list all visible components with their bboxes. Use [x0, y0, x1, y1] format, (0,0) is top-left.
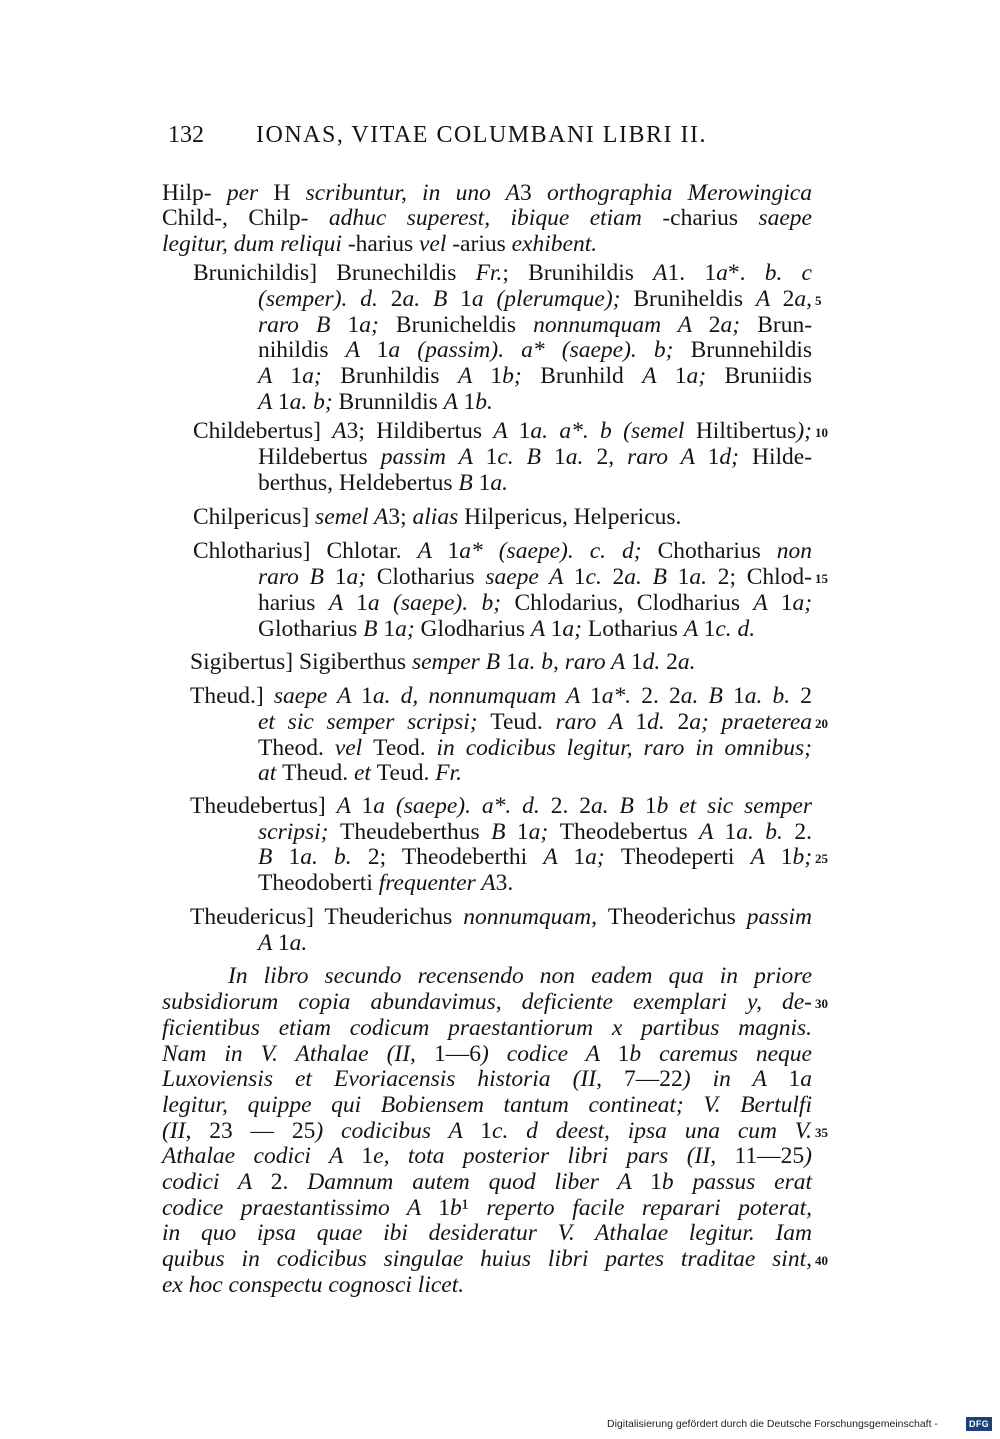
text-line [193, 504, 681, 531]
text-segment: 2. 2 [641, 683, 681, 709]
text-segment: 1 [650, 1169, 662, 1195]
text-segment: Teod. [373, 735, 437, 761]
text-segment: a. b. [744, 683, 801, 709]
text-segment: A [493, 418, 519, 444]
text-segment: ) [804, 1143, 812, 1169]
text-segment: Lotharius [587, 616, 684, 642]
text-segment: c. d. [715, 616, 756, 642]
text-segment: 1 [334, 564, 347, 590]
text-segment: b; [502, 363, 541, 389]
text-segment: Theodebertus [559, 819, 700, 845]
text-segment: In libro secundo recensendo non eadem qua in priore [228, 963, 812, 989]
text-segment: a; [528, 819, 560, 845]
text-line [258, 735, 812, 762]
text-segment: 3. [495, 870, 514, 896]
text-segment: Clotharius [376, 564, 486, 590]
line-number: 15 [815, 571, 828, 586]
text-line [190, 904, 812, 931]
text-segment: reperto facile reparari poterat, [486, 1195, 812, 1221]
text-segment: Chilpericus] [193, 504, 316, 530]
text-segment: vel [334, 735, 374, 761]
text-segment: et sic semper scripsi; [258, 709, 491, 735]
text-segment: 2; Theodeberthi [367, 844, 544, 870]
text-segment: 1 [361, 1143, 374, 1169]
text-segment: 1 [554, 444, 566, 470]
text-segment: codici A [162, 1169, 271, 1195]
text-segment: nonnumquam A [533, 312, 709, 338]
text-line [258, 286, 812, 313]
text-segment: 3; Hildibertus [346, 418, 494, 444]
text-segment: a (saepe). a*. d. [373, 793, 551, 819]
text-line [193, 418, 812, 445]
text-segment: 1 [644, 793, 657, 819]
text-segment: Brunichildis] Brunechildis [193, 260, 476, 286]
text-segment: Theudericus] Theuderichus [190, 904, 464, 930]
text-line [162, 1092, 812, 1119]
text-segment: a; [302, 363, 341, 389]
text-segment: 2; Chlod- [717, 564, 813, 590]
text-segment: d. [647, 709, 678, 735]
text-segment: -charius [662, 205, 759, 231]
text-line [258, 844, 812, 871]
text-segment: per [211, 180, 274, 206]
text-segment: 2 [800, 683, 813, 709]
text-segment: ex hoc conspectu cognosci licet. [162, 1272, 465, 1298]
text-segment: a. d, nonnumquam A [372, 683, 591, 709]
text-line [162, 1169, 812, 1196]
text-segment: 2. [270, 1169, 308, 1195]
text-segment: 1 [733, 683, 745, 709]
text-line [162, 1015, 812, 1042]
text-segment: 1 [516, 819, 529, 845]
text-segment: a. a*. b (semel [530, 418, 696, 444]
text-segment: 1 [383, 616, 396, 642]
text-line [162, 1220, 812, 1247]
text-segment: 1 [703, 616, 716, 642]
text-segment: A [332, 418, 347, 444]
text-segment: 1 [780, 590, 793, 616]
text-line [258, 564, 812, 591]
text-segment: harius [258, 590, 329, 616]
text-line [258, 389, 493, 416]
text-segment: raro B [258, 312, 348, 338]
text-segment: et [353, 760, 377, 786]
text-segment: Brunnildis [338, 389, 444, 415]
text-segment: B [258, 844, 289, 870]
text-segment: A [457, 363, 491, 389]
text-line [162, 180, 812, 207]
text-segment: a. [289, 930, 308, 956]
text-segment: a; [359, 312, 396, 338]
text-line [258, 312, 812, 339]
text-segment: passim A [380, 444, 486, 470]
text-segment: quibus in codicibus singulae huius libri partes traditae sint, [162, 1246, 812, 1272]
text-segment: codice praestantissimo A [162, 1195, 439, 1221]
text-segment: nonnumquam, [463, 904, 608, 930]
text-segment: a [716, 260, 728, 286]
text-segment: in codicibus legitur, raro in omnibus; [436, 735, 812, 761]
line-number: 10 [815, 425, 828, 440]
text-segment: b. [475, 389, 493, 415]
text-segment: (semper). d. [258, 286, 391, 312]
text-segment: b et sic semper [656, 793, 812, 819]
text-segment: a. B [402, 286, 461, 312]
text-segment: Teud. [490, 709, 556, 735]
text-segment: a. B [680, 683, 734, 709]
text-segment: 1 [447, 538, 460, 564]
text-segment: Chlodarius, Clodharius [514, 590, 754, 616]
text-segment: a*. [601, 683, 642, 709]
text-segment: 2. 2 [550, 793, 591, 819]
text-segment: 1. 1 [667, 260, 717, 286]
text-segment: ; Brunihildis [502, 260, 654, 286]
text-segment: 1 [460, 286, 472, 312]
text-segment: a. B [591, 793, 645, 819]
text-line [258, 363, 812, 390]
digitization-credit: Digitalisierung gefördert durch die Deutsche Forschungsgemeinschaft - [607, 1418, 938, 1430]
text-segment: legitur, dum reliqui [162, 231, 348, 257]
text-segment: 2 [666, 649, 678, 675]
text-segment: Teud. [376, 760, 436, 786]
text-segment: 1 [677, 564, 690, 590]
text-segment: 1 [290, 363, 303, 389]
text-segment: nihildis [258, 337, 346, 363]
text-segment: semel A [315, 504, 389, 530]
text-segment: a; praeterea [689, 709, 812, 735]
text-segment: a. [689, 564, 718, 590]
text-line [258, 870, 513, 897]
text-segment: Brun- [757, 312, 813, 338]
text-segment: A [417, 538, 448, 564]
text-segment: 1 [480, 1118, 493, 1144]
line-number: 35 [815, 1125, 828, 1140]
text-segment: 1 [550, 616, 563, 642]
text-line [258, 590, 812, 617]
text-segment: A [642, 363, 675, 389]
page-header [168, 122, 808, 152]
text-segment: 1 [356, 590, 368, 616]
text-segment: B [363, 616, 384, 642]
text-segment: a; [585, 844, 621, 870]
text-segment: 1 [590, 683, 602, 709]
text-segment: Hilp- [162, 180, 212, 206]
text-segment: Childebertus] [193, 418, 333, 444]
text-segment: 1 [490, 363, 503, 389]
text-segment: d. [642, 649, 667, 675]
line-number: 25 [815, 851, 828, 866]
text-segment: a; [686, 363, 725, 389]
text-segment: a* (saepe). c. d; [459, 538, 658, 564]
text-line [193, 538, 812, 565]
text-segment: saepe A [485, 564, 574, 590]
text-segment: e, tota posterior libri pars (II, [373, 1143, 735, 1169]
text-segment: Theudeberthus [339, 819, 492, 845]
text-segment: Theud.] [190, 683, 274, 709]
text-segment: 1 [788, 1066, 801, 1092]
text-segment: 1—6 [433, 1041, 481, 1067]
text-segment: Glodharius [420, 616, 531, 642]
text-segment: in quo ipsa quae ibi desideratur V. Athalae legitur. Iam [162, 1220, 812, 1246]
text-segment: scripsi; [258, 819, 340, 845]
text-segment: a; [346, 564, 377, 590]
text-segment: 1 [617, 1041, 630, 1067]
text-segment: c. [585, 564, 613, 590]
text-segment: a; [720, 312, 758, 338]
text-segment: b passus erat [661, 1169, 812, 1195]
text-segment: 1 [277, 389, 290, 415]
line-number: 5 [815, 293, 822, 308]
text-segment: 2 [677, 709, 690, 735]
dfg-logo: DFG [966, 1417, 992, 1431]
text-segment: A [530, 616, 551, 642]
text-segment: ficientibus etiam codicum praestantiorum x partibus magnis. [162, 1015, 812, 1041]
text-segment: A [443, 389, 464, 415]
text-line [162, 1272, 464, 1299]
text-line [258, 337, 812, 364]
text-segment: B [458, 470, 479, 496]
text-line [258, 444, 812, 471]
text-segment: 1 [376, 337, 389, 363]
text-segment: -harius [347, 231, 419, 257]
text-segment: A [753, 590, 781, 616]
text-segment: raro A [627, 444, 708, 470]
text-segment: a. [490, 470, 508, 496]
text-segment: A [750, 844, 781, 870]
text-segment: b [450, 1195, 462, 1221]
text-segment: 1 [573, 564, 586, 590]
text-segment: A [755, 286, 783, 312]
text-segment: A [653, 260, 668, 286]
text-segment: a. b. [300, 844, 368, 870]
text-segment: 1 [438, 1195, 451, 1221]
text-segment: Bruniheldis [633, 286, 756, 312]
line-number: 40 [815, 1253, 828, 1268]
text-segment: a (plerumque); [471, 286, 634, 312]
line-number: 30 [815, 996, 828, 1011]
text-line [162, 1195, 812, 1222]
text-line [258, 930, 307, 957]
text-segment: ) codice A [480, 1041, 618, 1067]
text-segment: A [505, 180, 520, 206]
text-segment: adhuc superest, ibique etiam [328, 205, 663, 231]
text-segment: a; [395, 616, 421, 642]
text-line [258, 819, 812, 846]
text-segment: ) codicibus A [315, 1118, 481, 1144]
text-segment: 1 [478, 470, 491, 496]
text-segment: raro B [258, 564, 335, 590]
text-segment: Theoderichus [607, 904, 747, 930]
text-segment: 1 [724, 819, 737, 845]
text-segment: vel [418, 231, 453, 257]
text-segment: a. B [624, 564, 678, 590]
text-segment: Hilpericus, Helpericus. [464, 504, 682, 530]
text-segment: *. [727, 260, 765, 286]
text-segment: b. c [764, 260, 812, 286]
text-segment: a. [565, 444, 597, 470]
text-segment: 1 [347, 312, 360, 338]
text-segment: 1 [505, 649, 518, 675]
text-segment: Theod. [258, 735, 335, 761]
text-line [193, 260, 812, 287]
text-segment: a. [677, 649, 696, 675]
text-segment: d; [719, 444, 752, 470]
text-line [162, 1066, 812, 1093]
text-segment: 2 [612, 564, 625, 590]
text-segment: 11—25 [734, 1143, 805, 1169]
text-segment: A [258, 363, 291, 389]
text-segment: A [683, 616, 704, 642]
running-title: IONAS, VITAE COLUMBANI LIBRI II. [256, 122, 707, 148]
text-segment: 3; [388, 504, 413, 530]
text-segment: Sigibertus] Sigiberthus [190, 649, 412, 675]
text-segment: 2, [596, 444, 628, 470]
text-line [258, 709, 812, 736]
text-segment: saepe A [273, 683, 362, 709]
text-line [258, 470, 508, 497]
text-segment: Bruniidis [724, 363, 813, 389]
text-segment: Brunicheldis [395, 312, 534, 338]
text-segment: a; [562, 616, 588, 642]
text-segment: A [543, 844, 574, 870]
text-segment: 1 [288, 844, 301, 870]
text-segment: 1 [518, 418, 531, 444]
text-segment: Theodeperti [620, 844, 751, 870]
text-segment: A [699, 819, 725, 845]
text-segment: ) in A [682, 1066, 789, 1092]
text-segment: Chotharius [657, 538, 777, 564]
text-segment: 23 — 25 [209, 1118, 316, 1144]
text-segment: Child-, Chilp- [162, 205, 329, 231]
text-segment: raro A [555, 709, 636, 735]
text-segment: non [776, 538, 813, 564]
page-number: 132 [168, 122, 204, 148]
text-line [258, 760, 462, 787]
text-segment: exhibent. [511, 231, 598, 257]
text-segment: alias [412, 504, 465, 530]
text-segment: Fr. [435, 760, 462, 786]
text-segment: 1 [707, 444, 720, 470]
text-segment: berthus, Heldebertus [258, 470, 459, 496]
text-segment: 1 [361, 683, 373, 709]
text-segment: Nam in V. Athalae (II, [162, 1041, 434, 1067]
text-segment: semper B [411, 649, 506, 675]
text-segment: Chlotharius] Chlotar. [193, 538, 418, 564]
text-segment: (II, [162, 1118, 210, 1144]
text-line [190, 793, 812, 820]
text-segment: A [258, 389, 278, 415]
text-segment: 1 [277, 930, 290, 956]
text-segment: Brunhildis [340, 363, 458, 389]
text-segment: a (saepe). b; [367, 590, 515, 616]
text-segment: A [336, 793, 362, 819]
text-segment: 1 [463, 389, 476, 415]
text-line [190, 649, 696, 676]
text-segment: b caremus neque [629, 1041, 812, 1067]
text-segment: Athalae codici A [162, 1143, 362, 1169]
text-segment: 1 [573, 844, 586, 870]
text-segment: 1 [780, 844, 793, 870]
text-line [162, 1041, 812, 1068]
text-segment: c. B [497, 444, 555, 470]
text-segment: Theud. [282, 760, 354, 786]
text-segment: B [491, 819, 517, 845]
text-segment: subsidiorum copia abundavimus, deficiente exemplari y, de- [162, 989, 812, 1015]
text-segment: Fr. [475, 260, 503, 286]
text-segment: legitur, quippe qui Bobiensem tantum contineat; V. Bertulfi [162, 1092, 812, 1118]
text-segment: H [273, 180, 306, 206]
text-segment: at [258, 760, 283, 786]
text-segment: ); [796, 418, 812, 444]
text-segment: 2 [708, 312, 721, 338]
text-line [228, 963, 812, 990]
text-segment: a. b; [289, 389, 339, 415]
text-segment: Brunhild [540, 363, 643, 389]
text-segment: 1 [361, 793, 374, 819]
text-segment: 1 [674, 363, 687, 389]
text-segment: a (passim). a* (saepe). b; [388, 337, 691, 363]
text-segment: Hiltibertus [695, 418, 797, 444]
text-segment: Luxoviensis et Evoriacensis historia (II, [162, 1066, 624, 1092]
text-segment: 1 [485, 444, 498, 470]
text-segment: A [345, 337, 377, 363]
text-segment: 2 [390, 286, 403, 312]
text-segment: -arius [452, 231, 512, 257]
text-line [162, 1118, 812, 1145]
text-segment: Theudebertus] [190, 793, 337, 819]
text-segment: 2. [794, 819, 813, 845]
text-segment: Brunnehildis [690, 337, 812, 363]
text-segment: Damnum autem quod liber A [307, 1169, 651, 1195]
text-segment: a; [792, 590, 813, 616]
line-number: 20 [815, 716, 828, 731]
text-segment: scribuntur, in uno [305, 180, 506, 206]
text-segment: Theodoberti [258, 870, 379, 896]
text-segment: a. b, raro A [517, 649, 631, 675]
text-line [162, 231, 597, 258]
text-segment: c. d deest, ipsa una cum V. [492, 1118, 812, 1144]
text-segment: frequenter A [378, 870, 496, 896]
text-segment: A [328, 590, 357, 616]
text-line [190, 683, 812, 710]
text-segment: 2 [782, 286, 795, 312]
text-segment: orthographia Merowingica [546, 180, 812, 206]
text-line [162, 205, 812, 232]
text-line [162, 1246, 812, 1273]
text-segment: Hilde- [752, 444, 813, 470]
text-segment: passim [746, 904, 812, 930]
text-segment: 1 [635, 709, 648, 735]
text-segment: A [258, 930, 278, 956]
text-segment: saepe [758, 205, 812, 231]
text-segment: Glotharius [258, 616, 364, 642]
text-segment: Hildebertus [258, 444, 381, 470]
text-segment: 1 [630, 649, 643, 675]
text-line [162, 1143, 812, 1170]
text-segment: 7—22 [624, 1066, 683, 1092]
text-segment: a. b. [736, 819, 795, 845]
text-segment: ¹ [461, 1195, 487, 1221]
text-segment: b; [792, 844, 813, 870]
text-line [162, 989, 812, 1016]
text-segment: a [800, 1066, 812, 1092]
text-segment: 3 [519, 180, 547, 206]
text-segment: a, [794, 286, 812, 312]
text-line [258, 616, 755, 643]
